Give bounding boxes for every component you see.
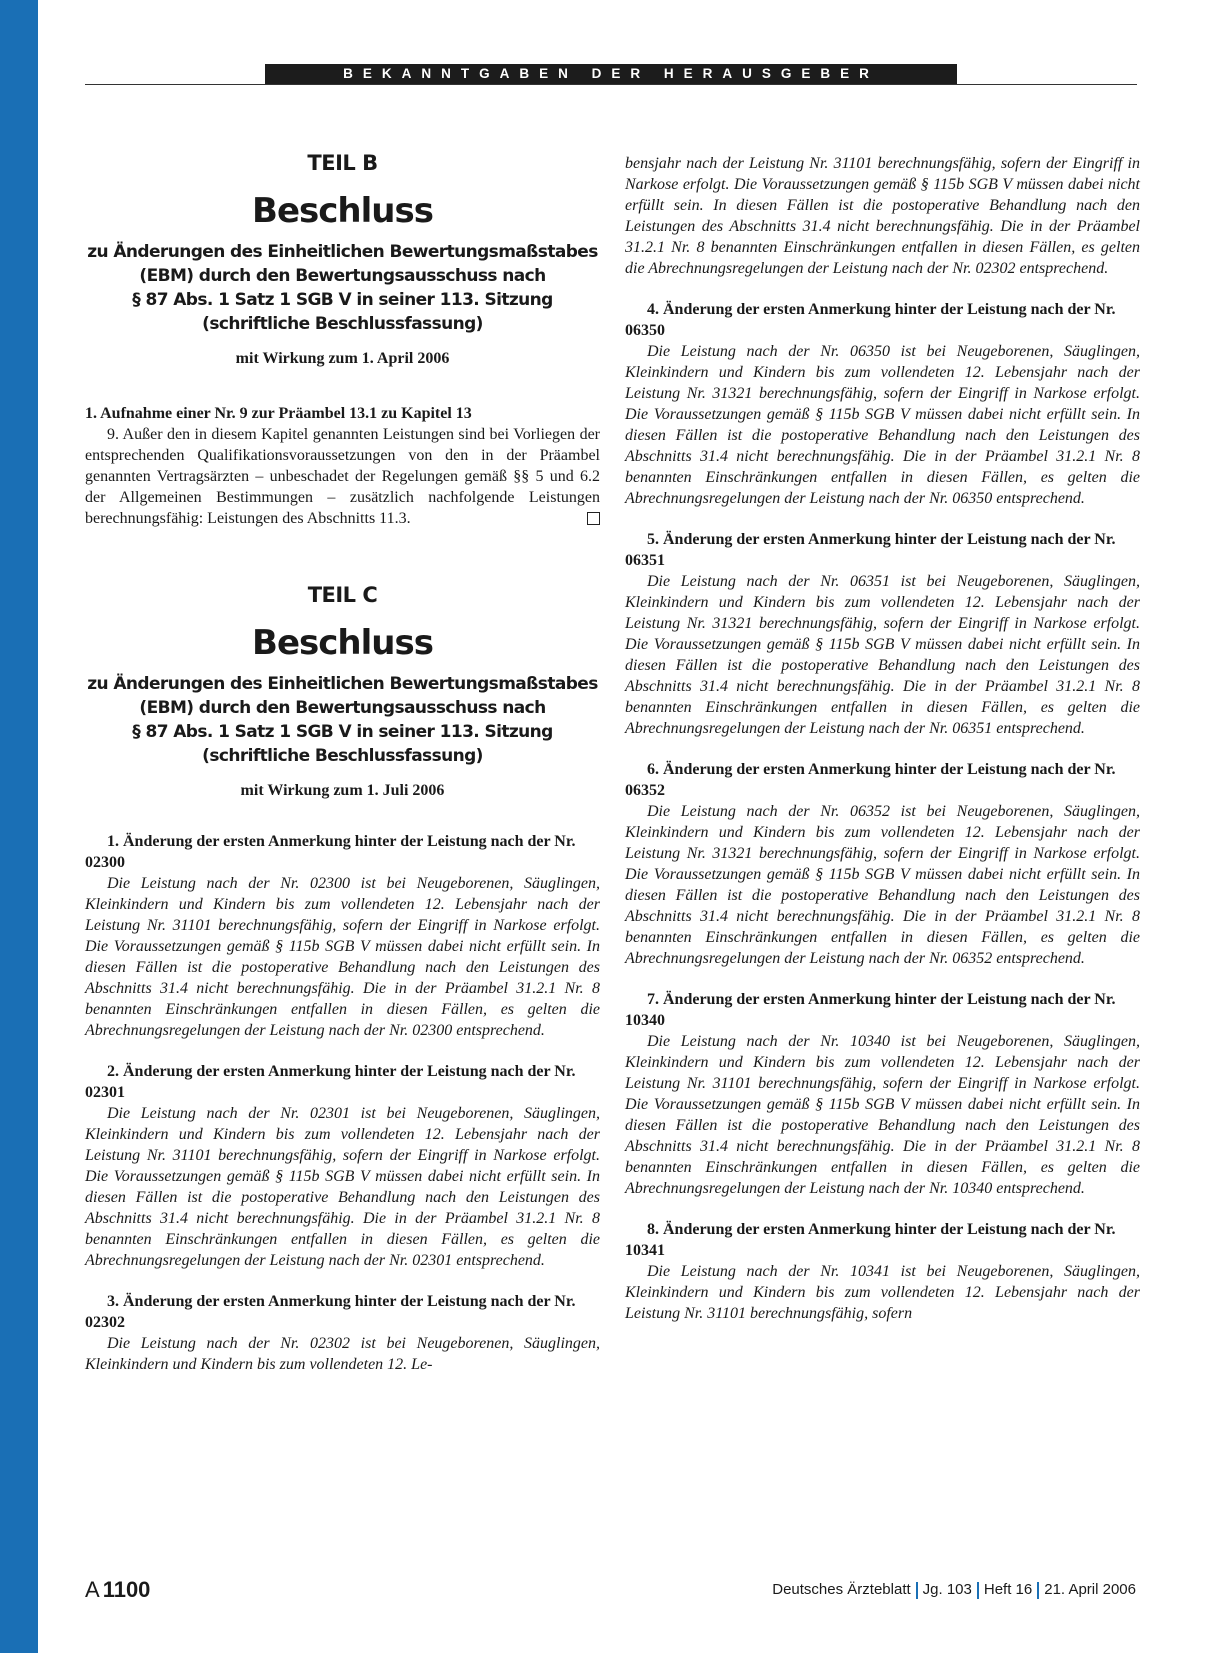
journal-date: 21. April 2006 xyxy=(1044,1581,1136,1598)
item-body: Die Leistung nach der Nr. 10340 ist bei Neugeborenen, Säuglingen, Kleinkindern und Kindern bis zum vollendeten 12. Lebensjahr nach der Leistung Nr. 31101 berechnungsfähig, sofern der Eingriff in Narkose erfolgt. Die Voraussetzungen gemäß § 115b SGB V müssen dabei nicht erfüllt sein. In diesen Fällen ist die postoperative Behandlung nach den Leistungen des Abschnitts 31.4 nicht berechnungsfähig. Die in der Präambel 31.2.1 Nr. 8 benannten Einschränkungen entfallen in diesen Fällen, es gelten die Abrechnungsregelungen der Leistung nach der Nr. 10340 entsprechend. xyxy=(625,1033,1140,1197)
page-prefix: A xyxy=(85,1577,100,1602)
item-continuation: bensjahr nach der Leistung Nr. 31101 berechnungsfähig, sofern der Eingriff in Narkose erfolgt. Die Voraussetzungen gemäß § 115b SGB V müssen dabei nicht erfüllt sein. In diesen Fällen ist die postoperative Behandlung nach den Leistungen des Abschnitts 31.4 nicht berechnungsfähig. Die in der Präambel 31.2.1 Nr. 8 benannten Einschränkungen entfallen in diesen Fällen, es gelten die Abrechnungsregelungen der Leistung nach der Nr. 02302 entsprechend. xyxy=(625,155,1140,277)
item-body: Die Leistung nach der Nr. 10341 ist bei Neugeborenen, Säuglingen, Kleinkindern und Kindern bis zum vollendeten 12. Lebensjahr nach der Leistung Nr. 31101 berechnungsfähig, sofern xyxy=(625,1263,1140,1322)
footer-separator xyxy=(916,1582,918,1599)
teil-b-subtitle xyxy=(85,240,600,336)
subtitle-line: (schriftliche Beschlussfassung) xyxy=(202,314,483,334)
teil-c-item xyxy=(625,529,1140,739)
footer-separator xyxy=(1037,1582,1039,1599)
item-heading: 3. Änderung der ersten Anmerkung hinter der Leistung nach der Nr. 02302 xyxy=(85,1293,576,1331)
teil-b-title: Beschluss xyxy=(252,191,433,231)
item-body: Die Leistung nach der Nr. 06351 ist bei Neugeborenen, Säuglingen, Kleinkindern und Kindern bis zum vollendeten 12. Lebensjahr nach der Leistung Nr. 31321 berechnungsfähig, sofern der Eingriff in Narkose erfolgt. Die Voraussetzungen gemäß § 115b SGB V müssen dabei nicht erfüllt sein. In diesen Fällen ist die postoperative Behandlung nach den Leistungen des Abschnitts 31.4 nicht berechnungsfähig. Die in der Präambel 31.2.1 Nr. 8 benannten Einschränkungen entfallen in diesen Fällen, es gelten die Abrechnungsregelungen der Leistung nach der Nr. 06351 entsprechend. xyxy=(625,573,1140,737)
left-column xyxy=(85,150,600,1375)
footer-separator xyxy=(977,1582,979,1599)
subtitle-line: § 87 Abs. 1 Satz 1 SGB V in seiner 113. Sitzung xyxy=(132,722,553,742)
teil-c-subtitle xyxy=(85,672,600,768)
teil-c-item xyxy=(625,1219,1140,1324)
item-body: Die Leistung nach der Nr. 06350 ist bei Neugeborenen, Säuglingen, Kleinkindern und Kindern bis zum vollendeten 12. Lebensjahr nach der Leistung Nr. 31321 berechnungsfähig, sofern der Eingriff in Narkose erfolgt. Die Voraussetzungen gemäß § 115b SGB V müssen dabei nicht erfüllt sein. In diesen Fällen ist die postoperative Behandlung nach den Leistungen des Abschnitts 31.4 nicht berechnungsfähig. Die in der Präambel 31.2.1 Nr. 8 benannten Einschränkungen entfallen in diesen Fällen, es gelten die Abrechnungsregelungen der Leistung nach der Nr. 06350 entsprechend. xyxy=(625,343,1140,507)
item-body: Die Leistung nach der Nr. 06352 ist bei Neugeborenen, Säuglingen, Kleinkindern und Kindern bis zum vollendeten 12. Lebensjahr nach der Leistung Nr. 31321 berechnungsfähig, sofern der Eingriff in Narkose erfolgt. Die Voraussetzungen gemäß § 115b SGB V müssen dabei nicht erfüllt sein. In diesen Fällen ist die postoperative Behandlung nach den Leistungen des Abschnitts 31.4 nicht berechnungsfähig. Die in der Präambel 31.2.1 Nr. 8 benannten Einschränkungen entfallen in diesen Fällen, es gelten die Abrechnungsregelungen der Leistung nach der Nr. 06352 entsprechend. xyxy=(625,803,1140,967)
subtitle-line: (EBM) durch den Bewertungsausschuss nach xyxy=(139,698,546,718)
blue-edge-bar xyxy=(0,0,38,1653)
item-heading: 6. Änderung der ersten Anmerkung hinter der Leistung nach der Nr. 06352 xyxy=(625,761,1116,799)
item-heading: 7. Änderung der ersten Anmerkung hinter der Leistung nach der Nr. 10340 xyxy=(625,991,1116,1029)
item-body: Die Leistung nach der Nr. 02300 ist bei Neugeborenen, Säuglingen, Kleinkindern und Kindern bis zum vollendeten 12. Lebensjahr nach der Leistung Nr. 31101 berechnungsfähig, sofern der Eingriff in Narkose erfolgt. Die Voraussetzungen gemäß § 115b SGB V müssen dabei nicht erfüllt sein. In diesen Fällen ist die postoperative Behandlung nach den Leistungen des Abschnitts 31.4 nicht berechnungsfähig. Die in der Präambel 31.2.1 Nr. 8 benannten Einschränkungen entfallen in diesen Fällen, es gelten die Abrechnungsregelungen der Leistung nach der Nr. 02300 entsprechend. xyxy=(85,875,600,1039)
section-header-band: BEKANNTGABEN DER HERAUSGEBER xyxy=(265,64,957,84)
page-number xyxy=(85,1577,150,1603)
journal-volume: Jg. 103 xyxy=(922,1581,972,1598)
item-body-text: 9. Außer den in diesem Kapitel genannten Leistungen sind bei Vorliegen der entsprechenden Qualifikationsvoraussetzungen von den in der Präambel genannten Vertragsärzten – unbeschadet der Regelungen gemäß §§ 5 und 6.2 der Allgemeinen Bestimmungen – zusätzlich nachfolgende Leistungen berechnungsfähig: Leistungen des Abschnitts 11.3. xyxy=(85,426,600,527)
item-body: Die Leistung nach der Nr. 02302 ist bei Neugeborenen, Säuglingen, Kleinkindern und Kindern bis zum vollendeten 12. Le- xyxy=(85,1335,600,1373)
teil-b-item xyxy=(85,403,600,529)
item-heading: 4. Änderung der ersten Anmerkung hinter der Leistung nach der Nr. 06350 xyxy=(625,301,1116,339)
teil-c-item xyxy=(625,989,1140,1199)
item-heading: 1. Änderung der ersten Anmerkung hinter der Leistung nach der Nr. 02300 xyxy=(85,833,576,871)
item-body xyxy=(85,424,600,529)
item-heading: 8. Änderung der ersten Anmerkung hinter der Leistung nach der Nr. 10341 xyxy=(625,1221,1116,1259)
teil-c-item xyxy=(85,1291,600,1375)
item-body: Die Leistung nach der Nr. 02301 ist bei Neugeborenen, Säuglingen, Kleinkindern und Kindern bis zum vollendeten 12. Lebensjahr nach der Leistung Nr. 31101 berechnungsfähig, sofern der Eingriff in Narkose erfolgt. Die Voraussetzungen gemäß § 115b SGB V müssen dabei nicht erfüllt sein. In diesen Fällen ist die postoperative Behandlung nach den Leistungen des Abschnitts 31.4 nicht berechnungsfähig. Die in der Präambel 31.2.1 Nr. 8 benannten Einschränkungen entfallen in diesen Fällen, es gelten die Abrechnungsregelungen der Leistung nach der Nr. 02301 entsprechend. xyxy=(85,1105,600,1269)
item-heading: 5. Änderung der ersten Anmerkung hinter der Leistung nach der Nr. 06351 xyxy=(625,531,1116,569)
subtitle-line: zu Änderungen des Einheitlichen Bewertungsmaßstabes xyxy=(87,674,598,694)
right-column xyxy=(625,153,1140,1324)
page-number-value: 1100 xyxy=(102,1577,151,1602)
teil-c-item xyxy=(85,1061,600,1271)
teil-c-label: TEIL C xyxy=(307,583,378,607)
journal-name: Deutsches Ärzteblatt xyxy=(772,1581,911,1598)
teil-c-item xyxy=(85,831,600,1041)
teil-c-item xyxy=(625,759,1140,969)
subtitle-line: zu Änderungen des Einheitlichen Bewertungsmaßstabes xyxy=(87,242,598,262)
teil-c-wirkung: mit Wirkung zum 1. Juli 2006 xyxy=(240,782,445,799)
teil-c-section xyxy=(85,582,600,1375)
teil-b-wirkung: mit Wirkung zum 1. April 2006 xyxy=(235,350,450,367)
subtitle-line: (schriftliche Beschlussfassung) xyxy=(202,746,483,766)
journal-issue: Heft 16 xyxy=(983,1581,1033,1598)
teil-b-label: TEIL B xyxy=(307,151,378,175)
footer-journal-info xyxy=(772,1581,1136,1599)
item-heading: 2. Änderung der ersten Anmerkung hinter der Leistung nach der Nr. 02301 xyxy=(85,1063,576,1101)
teil-c-title: Beschluss xyxy=(252,623,433,663)
item-heading: 1. Aufnahme einer Nr. 9 zur Präambel 13.1 zu Kapitel 13 xyxy=(85,405,472,422)
subtitle-line: (EBM) durch den Bewertungsausschuss nach xyxy=(139,266,546,286)
subtitle-line: § 87 Abs. 1 Satz 1 SGB V in seiner 113. Sitzung xyxy=(132,290,553,310)
teil-c-item xyxy=(625,299,1140,509)
header-rule xyxy=(85,84,1137,85)
end-of-article-icon xyxy=(587,512,600,525)
